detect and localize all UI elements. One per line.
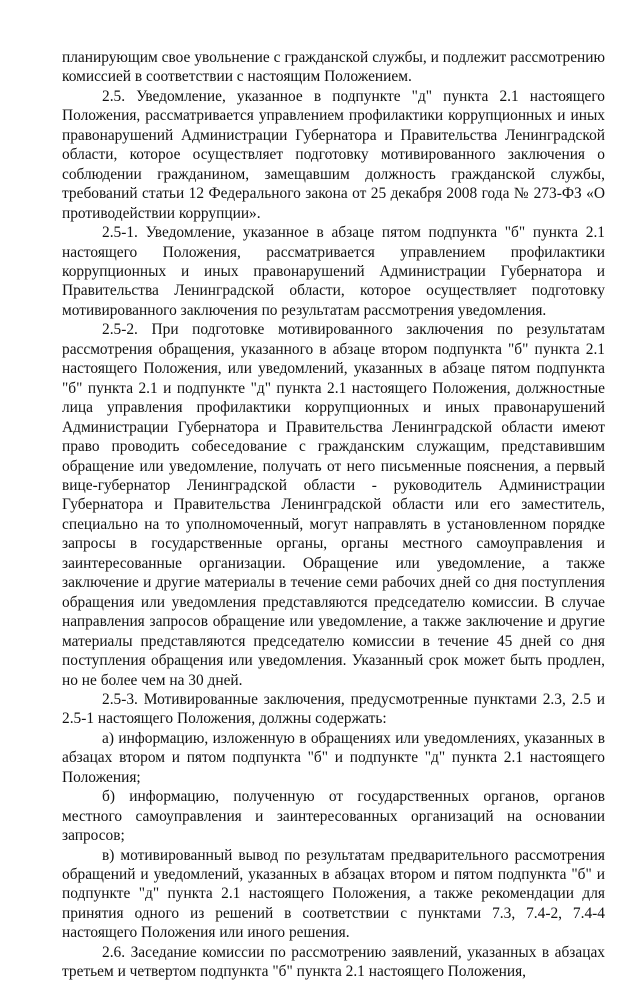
paragraph-2-5: 2.5. Уведомление, указанное в подпункте "д" пункта 2.1 настоящего Положения, рассматривается управлением профилактики коррупционных и иных правонарушений Администрации Губернатора и Правительства Ленинградской области, которое осуществляет подготовку мотивированного заключения о соблюдении гражданином, замещавшим должность гражданской службы, требований статьи 12 Федерального закона от 25 декабря 2008 года № 273-ФЗ «О противодействии коррупции». — [62, 87, 605, 222]
list-item-a: а) информацию, изложенную в обращениях или уведомлениях, указанных в абзацах втором и пятом подпункта "б" и подпункте "д" пункта 2.1 настоящего Положения; — [62, 729, 605, 786]
paragraph-2-5-1: 2.5-1. Уведомление, указанное в абзаце пятом подпункта "б" пункта 2.1 настоящего Положения, рассматривается управлением профилактики коррупционных и иных правонарушений Администрации Губернатора и Правительства Ленинградской области, которое осуществляет подготовку мотивированного заключения по результатам рассмотрения уведомления. — [62, 224, 605, 319]
list-item-b: б) информацию, полученную от государственных органов, органов местного самоуправления и заинтересованных организаций на основании запросов; — [62, 788, 605, 845]
document-page — [62, 48, 605, 982]
paragraph-2-5-2: 2.5-2. При подготовке мотивированного заключения по результатам рассмотрения обращения, указанного в абзаце втором подпункта "б" пункта 2.1 настоящего Положения, или уведомлений, указанных в абзаце пятом подпункта "б" пункта 2.1 и подпункте "д" пункта 2.1 настоящего Положения, должностные лица управления профилактики коррупционных и иных правонарушений Администрации Губернатора и Правительства Ленинградской области имеют право проводить собеседование с гражданским служащим, представившим обращение или уведомление, получать от него письменные пояснения, а первый вице-губернатор Ленинградской области - руководитель Администрации Губернатора и Правительства Ленинградской области или его заместитель, специально на то уполномоченный, могут направлять в установленном порядке запросы в государственные органы, органы местного самоуправления и заинтересованные организации. Обращение или уведомление, а также заключение и другие материалы в течение семи рабочих дней со дня поступления обращения или уведомления представляются председателю комиссии. В случае направления запросов обращение или уведомление, а также заключение и другие материалы представляются председателю комиссии в течение 45 дней со дня поступления обращения или уведомления. Указанный срок может быть продлен, но не более чем на 30 дней. — [62, 321, 605, 689]
paragraph-continuation: планирующим свое увольнение с гражданской службы, и подлежит рассмотрению комиссией в соответствии с настоящим Положением. — [62, 49, 605, 86]
paragraph-2-5-3: 2.5-3. Мотивированные заключения, предусмотренные пунктами 2.3, 2.5 и 2.5-1 настоящего Положения, должны содержать: — [62, 690, 605, 728]
paragraph-2-6: 2.6. Заседание комиссии по рассмотрению заявлений, указанных в абзацах третьем и четвертом подпункта "б" пункта 2.1 настоящего Положения, — [62, 943, 605, 981]
list-item-v: в) мотивированный вывод по результатам предварительного рассмотрения обращений и уведомлений, указанных в абзацах втором и пятом подпункта "б" и подпункте "д" пункта 2.1 настоящего Положения, а также рекомендации для принятия одного из решений в соответствии с пунктами 7.3, 7.4-2, 7.4-4 настоящего Положения или иного решения. — [62, 846, 605, 942]
